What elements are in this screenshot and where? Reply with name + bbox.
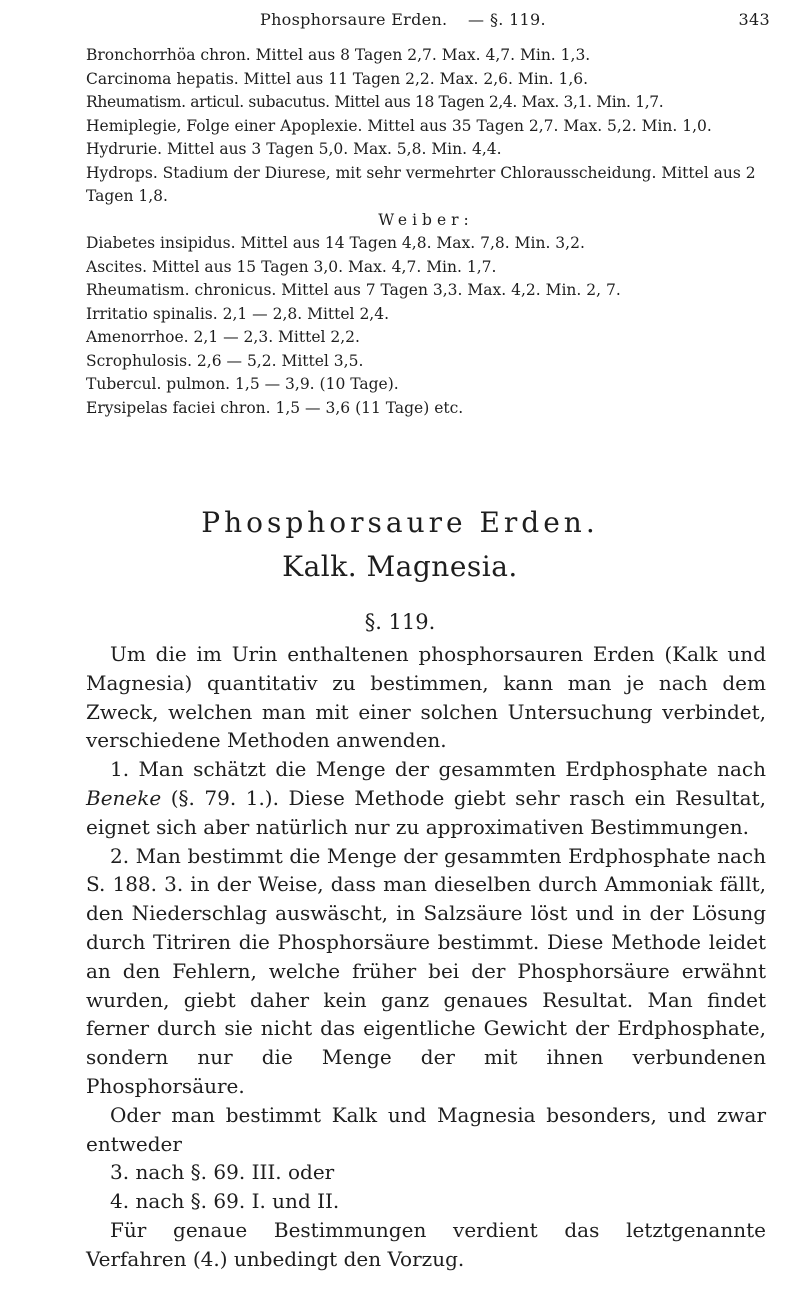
paragraph-method-1 [86, 755, 766, 841]
list-item: Amenorrhoe. 2,1 — 2,3. Mittel 2,2. [86, 328, 360, 346]
running-header [0, 10, 800, 32]
header-section: §. 119. [490, 10, 546, 29]
section-subheading: Kalk. Magnesia. [282, 550, 518, 583]
list-item: Rheumatism. articul. subacutus. Mittel aus 18 Tagen 2,4. Max. 3,1. Min. 1,7. [86, 93, 664, 111]
list-item: Ascites. Mittel aus 15 Tagen 3,0. Max. 4,7. Min. 1,7. [86, 257, 497, 276]
author-name: Beneke [86, 785, 162, 810]
section-number: §. 119. [364, 610, 436, 634]
page-number: 343 [738, 10, 770, 29]
section-body [86, 640, 766, 1274]
paragraph-method-3: 3. nach §. 69. III. oder [110, 1160, 335, 1185]
list-item: Tubercul. pulmon. 1,5 — 3,9. (10 Tage). [86, 375, 399, 393]
method-1-text-a: 1. Man schätzt die Menge der gesammten Erdphosphate nach [110, 757, 766, 782]
header-title: Phosphorsaure Erden. [260, 10, 448, 29]
paragraph-method-2: 2. Man bestimmt die Menge der gesammten Erdphosphate nach S. 188. 3. in der Weise, dass man dieselben durch Ammoniak fällt, den Niederschlag auswäscht, in Salzsäure löst und in der Lösung durch Titriren die Phosphorsäure bestimmt. Diese Methode leidet an den Fehlern, welche früher bei der Phosphorsäure erwähnt wurden, giebt daher kein ganz genaues Resultat. Man findet ferner durch sie nicht das eigentliche Gewicht der Erdphosphate, sondern nur die Menge der mit ihnen verbundenen Phosphorsäure. [86, 843, 766, 1098]
list-item: Scrophulosis. 2,6 — 5,2. Mittel 3,5. [86, 351, 364, 370]
list-item: Rheumatism. chronicus. Mittel aus 7 Tagen 3,3. Max. 4,2. Min. 2, 7. [86, 281, 621, 299]
section-heading: Phosphorsaure Erden. [201, 506, 599, 539]
list-item: Hydrops. Stadium der Diurese, mit sehr vermehrter Chlorausscheidung. Mittel aus 2 Tagen 1,8. [86, 163, 756, 205]
list-item: Erysipelas faciei chron. 1,5 — 3,6 (11 Tage) etc. [86, 398, 464, 417]
header-separator: — [468, 10, 485, 29]
paragraph-method-4: 4. nach §. 69. I. und II. [110, 1189, 340, 1214]
list-item: Hydrurie. Mittel aus 3 Tagen 5,0. Max. 5,8. Min. 4,4. [86, 140, 502, 158]
list-item: Diabetes insipidus. Mittel aus 14 Tagen 4,8. Max. 7,8. Min. 3,2. [86, 234, 585, 252]
paragraph-alternative: Oder man bestimmt Kalk und Magnesia besonders, und zwar entweder [86, 1102, 766, 1156]
method-1-text-b: (§. 79. 1.). Diese Methode giebt sehr rasch ein Resultat, eignet sich aber natürlich nur zu approximativen Bestimmungen. [86, 785, 766, 839]
list-item: Hemiplegie, Folge einer Apoplexie. Mittel aus 35 Tagen 2,7. Max. 5,2. Min. 1,0. [86, 116, 712, 135]
list-item: Irritatio spinalis. 2,1 — 2,8. Mittel 2,4. [86, 304, 390, 323]
list-item: Carcinoma hepatis. Mittel aus 11 Tagen 2,2. Max. 2,6. Min. 1,6. [86, 69, 589, 88]
paragraph-conclusion: Für genaue Bestimmungen verdient das letztgenannte Verfahren (4.) unbedingt den Vorzug. [86, 1217, 766, 1271]
case-list-men [86, 44, 766, 420]
list-item: Bronchorrhöa chron. Mittel aus 8 Tagen 2,7. Max. 4,7. Min. 1,3. [86, 46, 591, 64]
paragraph-intro: Um die im Urin enthaltenen phosphorsauren Erden (Kalk und Magnesia) quantitativ zu bestimmen, kann man je nach dem Zweck, welchen man mit einer solchen Untersuchung verbindet, verschiedene Methoden anwenden. [86, 642, 766, 753]
women-heading: Weiber: [378, 210, 474, 229]
